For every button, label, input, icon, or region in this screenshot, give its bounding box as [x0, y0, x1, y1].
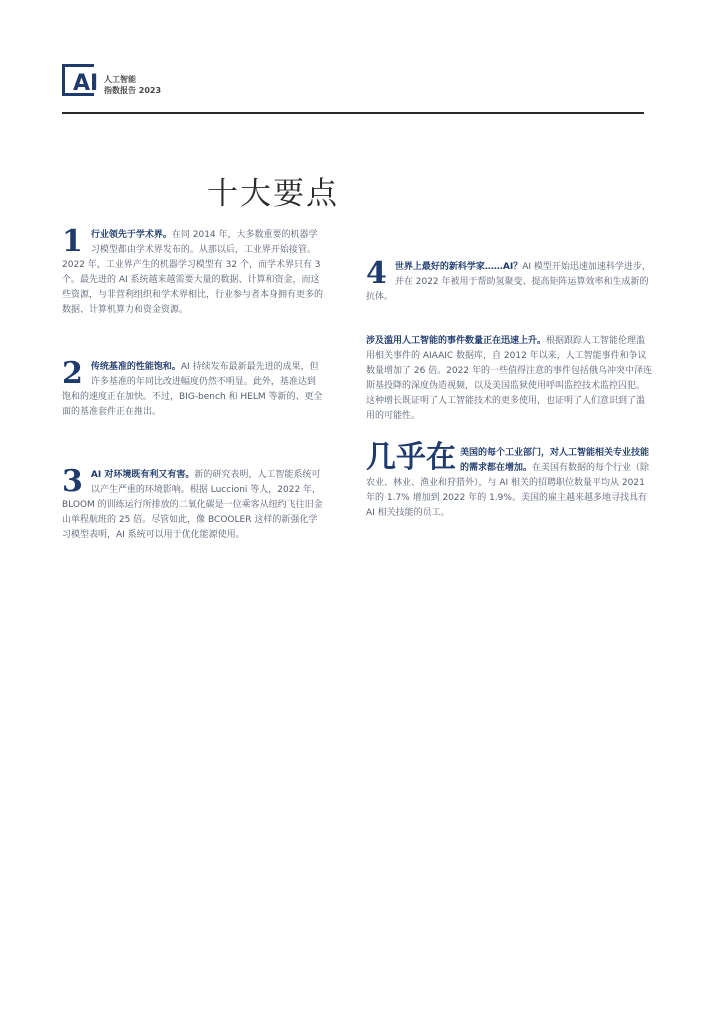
takeaway-body: 新的研究表明，人工智能系统可以产生严重的环境影响。根据 Luccioni 等人，2022 年，BLOOM 的训练运行所排放的二氧化碳是一位乘客从纽约飞往旧金山单程航班的 25 倍。尽管如此，像 BCOOLER 这样的新强化学习模型表明，AI 系统可以用于优化能源使用。 — [62, 470, 323, 540]
takeaway-lead: 传统基准的性能饱和。 — [90, 362, 181, 372]
takeaway-lead: 美国的每个工业部门，对人工智能相关专业技能的需求都在增加。 — [460, 448, 650, 473]
takeaway-body: AI 持续发布最新最先进的成果，但许多基准的年同比改进幅度仍然不明显。此外，基准达到饱和的速度正在加快。不过，BIG-bench 和 HELM 等新的、更全面的基准套件正在推出。 — [62, 362, 323, 417]
takeaway-number: 1 — [62, 224, 83, 259]
takeaway-1 — [62, 224, 324, 318]
header-caption — [104, 74, 161, 96]
ai-index-logo-icon — [62, 64, 99, 96]
takeaway-body: 在同 2014 年，大多数重要的机器学习模型都由学术界发布的。从那以后，工业界开始接管。2022 年，工业界产生的机器学习模型有 32 个，而学术界只有 3 个。最先进的 AI 系统越来越需要大量的数据、计算和资金，而这些资源，与非营利组织和学术界相比，行业参与者本身拥有更多的数据、计算机算力和资金资源。 — [62, 230, 324, 315]
takeaway-6 — [366, 440, 652, 521]
header-divider — [62, 112, 644, 114]
takeaway-number: 2 — [62, 356, 83, 391]
logo-text: AI — [73, 71, 99, 96]
header-line-1: 人工智能 — [104, 75, 136, 84]
takeaway-number: 3 — [62, 464, 83, 499]
takeaway-2 — [62, 356, 324, 420]
takeaway-3 — [62, 464, 324, 543]
takeaway-4 — [366, 256, 652, 305]
takeaway-lead: AI 对环境既有利又有害。 — [90, 470, 195, 480]
takeaway-body: AI 模型开始迅速加速科学进步，并在 2022 年被用于帮助氢聚变、提高矩阵运算效率和生成新的抗体。 — [366, 262, 651, 302]
takeaway-lead: 行业领先于学术界。 — [90, 230, 172, 240]
takeaway-number: 4 — [366, 256, 387, 291]
takeaway-body: 在美国有数据的每个行业（除农业、林业、渔业和狩猎外），与 AI 相关的招聘职位数量平均从 2021 年的 1.7% 增加到 2022 年的 1.9%。美国的雇主越来越多地寻找具有 AI 相关技能的员工。 — [366, 463, 650, 518]
takeaway-big-lead: 几乎在 — [366, 440, 456, 475]
header-line-2: 指数报告 2023 — [104, 86, 162, 95]
takeaway-5 — [366, 334, 652, 424]
page-title: 十大要点 — [207, 176, 339, 212]
takeaway-lead: 涉及滥用人工智能的事件数量正在迅速上升。 — [366, 336, 547, 346]
takeaway-body: 根据跟踪人工智能伦理滥用相关事件的 AIAAIC 数据库，自 2012 年以来，人工智能事件和争议数量增加了 26 倍。2022 年的一些值得注意的事件包括俄乌冲突中泽连斯基投降的深度伪造视频，以及美国监狱使用呼叫监控技术监控囚犯。这种增长既证明了人工智能技术的更多使用，也证明了人们意识到了滥用的可能性。 — [366, 336, 652, 421]
page-header — [62, 64, 644, 114]
takeaway-lead: 世界上最好的新科学家……AI？ — [394, 262, 523, 272]
